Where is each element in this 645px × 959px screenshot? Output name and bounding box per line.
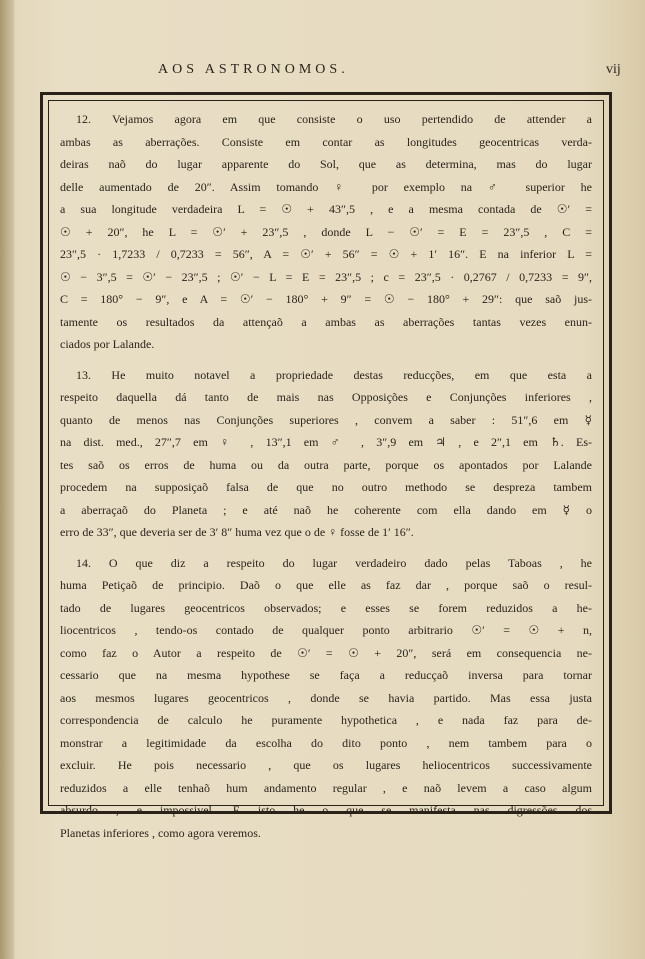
text-line: Planetas inferiores , como agora veremos. bbox=[60, 825, 261, 840]
text-line: monstrar a legitimidade da escolha do dito ponto , nem tambem para o bbox=[60, 735, 592, 750]
text-line: respeito daquella dá tanto de mais nas Opposições e Conjunções inferiores , bbox=[60, 390, 592, 404]
text-line: ☉ + 20″, he L = ☉′ + 23″,5 , donde L − ☉′ = E = 23″,5 , C = bbox=[60, 224, 592, 239]
running-head bbox=[0, 62, 645, 84]
text-line: deiras naõ do lugar apparente do Sol, que as determina, mas do lugar bbox=[60, 157, 592, 171]
page-gutter bbox=[0, 0, 14, 959]
text-line: tado de lugares geocentricos observados; e esses se forem reduzidos a he- bbox=[60, 600, 592, 615]
text-line: aos mesmos lugares geocentricos , donde se havia partido. Mas essa justa bbox=[60, 690, 592, 705]
text-line: 13. He muito notavel a propriedade destas reducções, em que esta a bbox=[76, 367, 592, 382]
text-line: 23″,5 · 1,7233 / 0,7233 = 56″, A = ☉′ + 56″ = ☉ + 1′ 16″. E na inferior L = bbox=[60, 247, 592, 261]
text-line: procedem na supposiçaõ falsa de que no outro methodo se despreza tambem bbox=[60, 480, 592, 494]
text-line: a sua longitude verdadeira L = ☉ + 43″,5 , e a mesma contada de ☉′ = bbox=[60, 202, 592, 216]
text-line: correspondencia de calculo he puramente hypothetica , e nada faz para de- bbox=[60, 713, 592, 727]
text-line: 14. O que diz a respeito do lugar verdadeiro dado pelas Taboas , he bbox=[76, 555, 592, 570]
text-line: ☉ − 3″,5 = ☉′ − 23″,5 ; ☉′ − L = E = 23″,5 ; c = 23″,5 · 0,2767 / 0,7233 = 9″, bbox=[60, 269, 592, 284]
paragraph-12 bbox=[60, 108, 592, 356]
text-line: como faz o Autor a respeito de ☉′ = ☉ + 20″, será em consequencia ne- bbox=[60, 645, 592, 660]
text-line: na dist. med., 27″,7 em ♀ , 13″,1 em ♂ , 3″,9 em ♃ , e 2″,1 em ♄. Es- bbox=[60, 435, 592, 449]
text-line: quanto de menos nas Conjunções superiores , convem a saber : 51″,6 em ☿ bbox=[60, 412, 592, 427]
running-title: AOS ASTRONOMOS. bbox=[158, 62, 349, 77]
text-line: C = 180° − 9″, e A = ☉′ − 180° + 9″ = ☉ − 180° + 29″: que saõ jus- bbox=[60, 292, 592, 306]
text-line: absurdo , e impossivel. E isto he o que se manifesta nas digressões dos bbox=[60, 803, 592, 817]
text-line: excluir. He pois necessario , que os lugares heliocentricos successivamente bbox=[60, 758, 592, 772]
text-line: tamente os resultados da attençaõ a ambas as aberrações tantas vezes enun- bbox=[60, 314, 592, 329]
text-line: a aberraçaõ do Planeta ; e até naõ he coherente com ella dando em ☿ o bbox=[60, 502, 592, 517]
text-line: 12. Vejamos agora em que consiste o uso pertendido de attender a bbox=[76, 112, 592, 126]
text-line: ciados por Lalande. bbox=[60, 337, 155, 351]
text-line: erro de 33″, que deveria ser de 3′ 8″ huma vez que o de ♀ fosse de 1′ 16″. bbox=[60, 525, 414, 539]
text-line: huma Petiçaõ de principio. Daõ o que elle as faz dar , porque saõ o resul- bbox=[60, 578, 592, 592]
text-line: tes saõ os erros de huma ou da outra parte, porque os apontados por Lalande bbox=[60, 457, 592, 472]
paragraph-13 bbox=[60, 364, 592, 544]
text-line: liocentricos , tendo-os contado de qualquer ponto arbitrario ☉′ = ☉ + n, bbox=[60, 623, 592, 637]
text-line: delle aumentado de 20″. Assim tomando ♀ por exemplo na ♂ superior he bbox=[60, 179, 592, 194]
page-number: vij bbox=[606, 62, 621, 77]
text-line: reduzidos a elle tenhaõ hum andamento regular , e naõ levem a caso algum bbox=[60, 780, 592, 795]
text-line: ambas as aberrações. Consiste em contar as longitudes geocentricas verda- bbox=[60, 134, 592, 149]
paragraph-14 bbox=[60, 552, 592, 845]
body-text bbox=[60, 108, 592, 844]
text-line: cessario que na mesma hypothese se faça a reducçaõ inversa para tornar bbox=[60, 668, 592, 682]
